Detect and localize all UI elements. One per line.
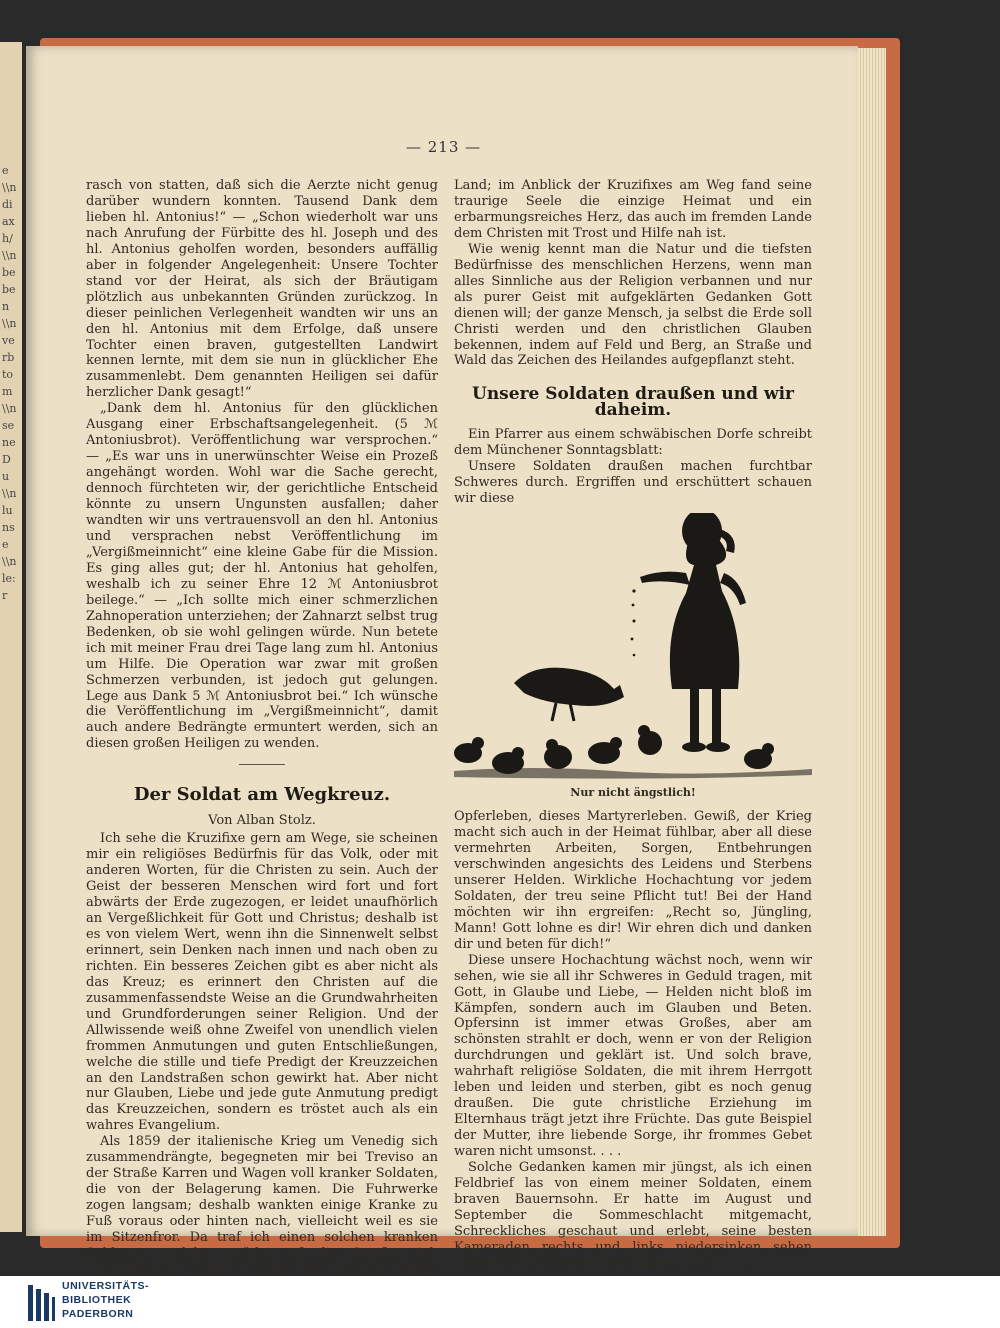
logo-line-1: UNIVERSITÄTS- xyxy=(62,1280,150,1292)
logo-line-2: BIBLIOTHEK xyxy=(62,1294,132,1306)
article-headline: Unsere Soldaten draußen und wir daheim. xyxy=(472,384,794,421)
left-page-edge xyxy=(0,42,22,1232)
illustration-caption: Nur nicht ängstlich! xyxy=(570,786,696,800)
byline: Von Alban Stolz. xyxy=(208,813,316,829)
paragraph: Diese unsere Hochachtung wächst noch, wenn wir sehen, wie sie all ihr Schweres in Geduld tragen, mit Gott, in Glaube und Liebe, — Helden nicht bloß im Kämpfen, sondern auch im Glauben und Beten. Opfersinn ist immer etwas Großes, aber am schönsten strahlt er doch, wenn er von der Religion durchdrungen und geklärt ist. Und solch brave, wahrhaft religiöse Soldaten, die mit ihrem Herrgott leben und leiden und sterben, gibt es noch genug draußen. Die gute christliche Erziehung im Elternhaus trägt jetzt ihre Früchte. Das gute Beispiel der Mutter, ihre liebende Sorge, ihr frommes Gebet waren nicht umsonst. . . . xyxy=(454,952,812,1160)
article-headline: Der Soldat am Wegkreuz. xyxy=(133,784,391,806)
page-number: — 213 — xyxy=(406,138,482,156)
gutter-text: e\\ndiaxh/\\nbeben\\nverbtom\\nseneDu\\nlunse\\nle: r xyxy=(2,164,17,602)
book-page xyxy=(26,46,858,1276)
paragraph: Solche Gedanken kamen mir jüngst, als ich einen Feldbrief las von einem meiner Soldaten, einem braven Bauernsohn. Er hatte im August und September die Sommeschlacht mitgemacht, Schreckliches geschaut und erlebt, seine besten Kameraden rechts und links niedersinken sehen neben zerschossenen Geschützen. „Gott nur xyxy=(454,1160,812,1271)
library-logo xyxy=(20,1277,280,1328)
paragraph: Ich sehe die Kruzifixe gern am Wege, sie scheinen mir ein religiöses Bedürfnis für das Volk, oder mit anderen Worten, für die Christen zu sein. Auch der Geist der besseren Menschen wird fort und fort abwärts der Erde zugezogen, er leidet unaufhörlich an Vergeßlichkeit für Gott und Christus; deshalb ist es von vielem Wert, wenn ihn die Sinnenwelt selbst erinnert, sein Denken nach innen und nach oben zu richten. Ein besseres Zeichen gibt es aber nicht als das Kreuz; es erinnert den Christen auf die zusammenfassendste Weise an die Grundwahrheiten und Grundforderungen seiner Religion. Und der Allwissende weiß ohne Zweifel von unendlich vielen frommen Anmutungen und guten Entschließungen, welche die stille und tiefe Predigt der Kreuzzeichen an den Landstraßen schon gewirkt hat. Aber nicht nur Glauben, Liebe und jede gute Anmutung predigt das Kreuzzeichen, sondern es tröstet auch als ein wahres Evangelium. xyxy=(86,831,438,1134)
paragraph: Unsere Soldaten draußen machen furchtbar Schweres durch. Ergriffen und erschüttert schauen wir diese xyxy=(454,459,812,507)
library-logo-icon xyxy=(26,1283,56,1323)
paragraph: Als 1859 der italienische Krieg um Venedig sich zusammendrängte, begegneten mir bei Treviso an der Straße Karren und Wagen voll kranker Soldaten, die von der Belagerung kamen. Die Fuhrwerke zogen langsam; deshalb wankten einige Kranke zu Fuß voraus oder hinten nach, vielleicht weil es sie im Sitzenfror. Da traf ich einen solchen kranken Soldaten, welcher müde auf die Straße sich niedergesetzt hatte; er hatte das Gesicht einem xyxy=(86,1134,438,1276)
paragraph: „Dank dem hl. Antonius für den glücklichen Ausgang einer Erbschaftsangelegenheit. (5 ℳ Antoniusbrot). Veröffentlichung war versprochen.“ — „Es war uns in unerwünschter Weise ein Prozeß angehängt worden. Wohl war die Sache gerecht, dennoch fürchteten wir, der gerichtliche Entscheid könnte zu unsern Ungunsten ausfallen; daher wandten wir uns vertrauensvoll an den hl. Antonius und versprachen nebst Veröffentlichung im „Vergißmeinnicht“ eine kleine Gabe für die Mission. Es ging alles gut; der hl. Antonius hat geholfen, weshalb ich zu seiner Ehre 12 ℳ Antoniusbrot beilege.“ — „Ich sollte mich einer schmerzlichen Zahnoperation unterziehen; der Zahnarzt selbst trug Bedenken, ob sie wohl gelingen würde. Nun betete ich mit meiner Frau drei Tage lang zum hl. Antonius um Hilfe. Die Operation war zwar mit großen Schmerzen verbunden, ist jedoch gut gelungen. Lege aus Dank 5 ℳ Antoniusbrot bei.“ Ich wünsche die Veröffentlichung im „Vergißmeinnicht“, damit auch andere Bedrängte ermuntert werden, sich an diesen großen Heiligen zu wenden. xyxy=(86,401,438,752)
silhouette-illustration xyxy=(454,513,812,783)
paragraph: Ein Pfarrer aus einem schwäbischen Dorfe schreibt dem Münchener Sonntagsblatt: xyxy=(454,427,812,459)
left-column xyxy=(86,178,438,1276)
right-column xyxy=(454,178,812,1272)
paragraph: rasch von statten, daß sich die Aerzte nicht genug darüber wundern konnten. Tausend Dank dem lieben hl. Antonius!“ — „Schon wiederholt war uns nach Anrufung der Fürbitte des hl. Joseph und des hl. Antonius geholfen worden, besonders auffällig aber in folgender Angelegenheit: Unsere Tochter stand vor der Heirat, als sich der Bräutigam plötzlich aus unbekannten Gründen zurückzog. In dieser peinlichen Verlegenheit wandten wir uns an den hl. Antonius mit dem Erfolge, daß unsere Tochter einen braven, gutgestellten Landwirt kennen lernte, mit dem sie nun in glücklicher Ehe zusammenlebt. Dem genannten Heiligen sei dafür herzlicher Dank gesagt!“ xyxy=(86,178,438,401)
logo-line-3: PADERBORN xyxy=(62,1308,134,1320)
paragraph: Wie wenig kennt man die Natur und die tiefsten Bedürfnisse des menschlichen Herzens, wenn man alles Sinnliche aus der Religion verbannen und nur als purer Geist mit aufgeklärten Gedanken Gott dienen will; der ganze Mensch, ja selbst die Erde soll Christi werden und den christlichen Glauben bekennen, indem auf Feld und Berg, an Straße und Wald das Zeichen des Heilandes aufgepflanzt steht. xyxy=(454,241,812,369)
paragraph: Land; im Anblick der Kruzifixes am Weg fand seine traurige Seele die einzige Heimat und ein erbarmungsreiches Herz, das auch im fremden Lande dem Christen mit Trost und Hilfe nah ist. xyxy=(454,178,812,241)
section-divider xyxy=(239,764,285,765)
paragraph: Opferleben, dieses Martyrerleben. Gewiß, der Krieg macht sich auch in der Heimat fühlbar, aber all diese vermehrten Arbeiten, Sorgen, Entbehrungen verschwinden angesichts des Leidens und Sterbens unserer Helden. Wirkliche Hochachtung vor jedem Soldaten, der treu seine Pflicht tut! Bei der Hand möchten wir ihn ergreifen: „Recht so, Jüngling, Mann! Gott lohne es dir! Wir ehren dich und danken dir und beten für dich!“ xyxy=(454,809,812,952)
